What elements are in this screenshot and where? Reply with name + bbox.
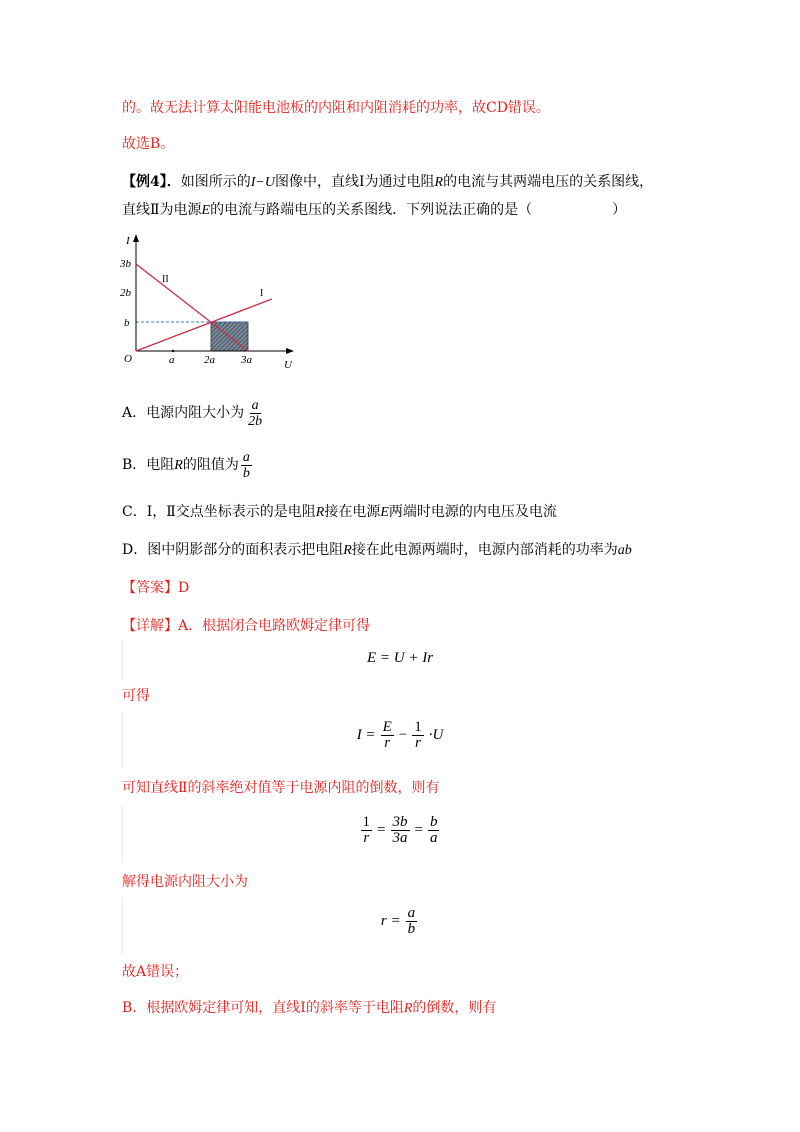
eq-term: = bbox=[414, 822, 423, 838]
option-a-fraction bbox=[246, 398, 264, 429]
example-tag: 【例4】． bbox=[122, 174, 181, 190]
eq-term: − bbox=[398, 727, 408, 743]
equation-4 bbox=[0, 906, 800, 937]
continued-text: 的。故无法计算太阳能电池板的内阻和内阻消耗的功率，故CD错误。 bbox=[122, 100, 550, 116]
eq-fraction bbox=[381, 720, 394, 751]
y-tick-b: b bbox=[124, 317, 130, 329]
tick-a bbox=[172, 350, 174, 352]
y-tick-2b: 2b bbox=[120, 287, 131, 299]
option-c bbox=[122, 502, 557, 523]
detail-head: 【详解】A．根据闭合电路欧姆定律可得 bbox=[122, 618, 371, 634]
r-symbol: R bbox=[343, 543, 352, 558]
line-ii bbox=[136, 264, 248, 351]
option-c-text: 接在电源 bbox=[324, 504, 381, 520]
option-c-text: C．Ⅰ，Ⅱ交点坐标表示的是电阻 bbox=[122, 504, 316, 520]
detail-text: B．根据欧姆定律可知，直线Ⅰ的斜率等于电阻 bbox=[122, 1000, 404, 1016]
option-a-text: A．电源内阻大小为 bbox=[122, 405, 245, 421]
detail-text: 的倒数，则有 bbox=[412, 1000, 497, 1016]
origin-label: O bbox=[124, 353, 132, 365]
option-b-text: 的阻值为 bbox=[182, 457, 239, 473]
question-text: 的电流与其两端电压的关系图线， bbox=[443, 174, 654, 190]
r-symbol: R bbox=[174, 458, 183, 473]
option-d-text: 接在此电源两端时，电源内部消耗的功率为 bbox=[351, 542, 618, 558]
frac-num: 1 bbox=[414, 719, 422, 735]
frac-den: 2b bbox=[248, 413, 263, 429]
iu-symbol: I−U bbox=[250, 175, 275, 190]
x-axis-arrow bbox=[286, 348, 294, 354]
frac-den: 3a bbox=[392, 830, 408, 846]
x-tick-2a: 2a bbox=[204, 354, 215, 366]
detail-text-1: 可得 bbox=[122, 688, 150, 704]
detail-text-4: 故A错误； bbox=[122, 964, 189, 980]
frac-num: 3b bbox=[392, 814, 408, 830]
eq-fraction bbox=[361, 815, 373, 846]
frac-num: a bbox=[407, 905, 416, 921]
frac-den: a bbox=[429, 830, 438, 846]
frac-num: b bbox=[429, 814, 438, 830]
equation-2 bbox=[0, 720, 800, 751]
frac-num: E bbox=[382, 719, 392, 735]
y-axis-label: I bbox=[126, 235, 130, 247]
x-axis-label: U bbox=[284, 359, 292, 371]
r-symbol: R bbox=[315, 505, 325, 520]
option-b-fraction bbox=[241, 450, 252, 481]
eq-fraction bbox=[428, 815, 440, 846]
option-b bbox=[122, 448, 254, 483]
option-d-text: D．图中阴影部分的面积表示把电阻 bbox=[122, 542, 344, 558]
eq-fraction bbox=[412, 720, 424, 751]
option-b-text: B．电阻 bbox=[122, 457, 175, 473]
question-line-1 bbox=[122, 172, 653, 193]
detail-text-3: 解得电源内阻大小为 bbox=[122, 874, 248, 890]
e-symbol: E bbox=[201, 203, 211, 218]
option-c-text: 两端时电源的内电压及电流 bbox=[388, 504, 557, 520]
y-tick-3b: 3b bbox=[120, 258, 131, 270]
paren-close: ） bbox=[612, 202, 627, 218]
detail-text-5 bbox=[122, 998, 496, 1019]
eq-fraction bbox=[391, 815, 410, 846]
eq-term: ·U bbox=[428, 727, 444, 743]
r-symbol: R bbox=[434, 175, 444, 190]
detail-text-2: 可知直线Ⅱ的斜率绝对值等于电源内阻的倒数，则有 bbox=[122, 780, 440, 796]
line-i-label: I bbox=[260, 288, 264, 299]
question-text: 的电流与路端电压的关系图线．下列说法正确的是（ bbox=[210, 202, 533, 218]
line-ii-label: II bbox=[162, 274, 169, 285]
equation-1: E = U + Ir bbox=[366, 650, 434, 666]
e-symbol: E bbox=[380, 505, 389, 520]
frac-den: r bbox=[363, 830, 370, 846]
frac-num: 1 bbox=[362, 814, 371, 830]
option-a bbox=[122, 396, 266, 430]
eq-term: r = bbox=[380, 913, 401, 929]
eq-term: = bbox=[377, 822, 386, 838]
answer-label: 【答案】D bbox=[122, 580, 190, 596]
frac-num: a bbox=[242, 449, 250, 465]
question-text: 直线Ⅱ为电源 bbox=[122, 202, 202, 218]
y-axis-arrow bbox=[133, 234, 139, 242]
frac-den: b bbox=[407, 921, 416, 937]
eq-fraction bbox=[406, 906, 418, 937]
frac-den: r bbox=[384, 735, 391, 751]
frac-num: a bbox=[251, 397, 259, 413]
x-tick-a: a bbox=[169, 354, 175, 366]
ab-symbol: ab bbox=[617, 543, 632, 558]
choose-b-text: 故选B。 bbox=[122, 136, 175, 152]
question-text: 如图所示的 bbox=[180, 174, 251, 190]
frac-den: b bbox=[242, 465, 250, 481]
question-text: 图像中，直线Ⅰ为通过电阻 bbox=[274, 174, 435, 190]
frac-den: r bbox=[415, 735, 421, 751]
x-tick-3a: 3a bbox=[241, 354, 252, 366]
line-i bbox=[136, 299, 272, 351]
eq-term: I = bbox=[356, 727, 376, 743]
r-symbol: R bbox=[403, 1001, 413, 1016]
equation-3 bbox=[0, 814, 800, 846]
option-d bbox=[122, 540, 632, 561]
iu-graph bbox=[112, 228, 302, 374]
question-line-2 bbox=[122, 200, 626, 221]
